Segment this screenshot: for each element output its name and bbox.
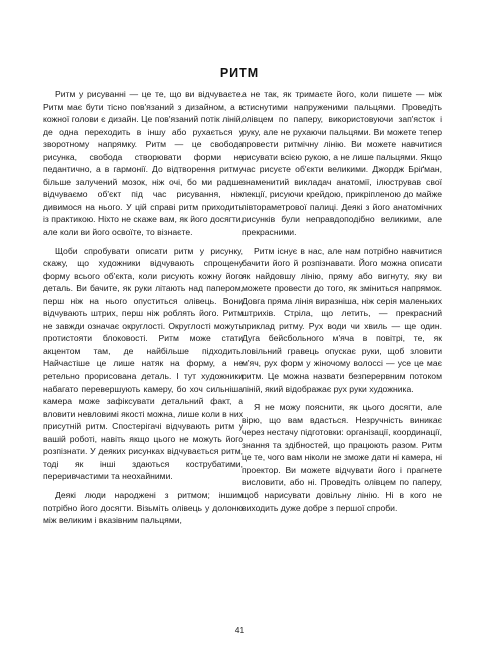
left-paragraph-3: Деякі люди народжені з ритмом; іншим потрібно його досягти. Візьміть олівець у долоню між великим і вказівним пальцями, (43, 489, 243, 526)
left-paragraph-2: Щоби спробувати описати ритм у рисунку, скажу, що художники відчувають спрощену форму всього об'єкта, коли рисують кожну його деталь. Ви бачите, як руки літають над папером, перш ніж на нього опуститься олівець. Вони відчувають штрих, перш ніж роблять його. Ритм не завжди означає округлості. Округлості можуть протистояти блоковості. Ритм може стати акцентом там, де найбільше підходить. Найчастіше це лише натяк на форму, а не ретельно прорисована деталь. І тут художники набагато перевершують камеру, бо хоч сильніша камера може зафіксувати детальний факт, а вловити невловимі якості можна, лише коли в них присутній ритм. Спостерігачі відчувають ритм у вашій роботі, навіть якщо цього не можуть його розпізнати. У деяких рисунках відчувається ритм, тоді як інші здаються кострубатими, переривчастими та неохайними. (43, 245, 243, 482)
right-column (242, 88, 442, 514)
left-column (43, 88, 243, 527)
left-paragraph-1: Ритм у рисуванні — це те, що ви відчуваєте. Ритм має бути тісно пов'язаний з дизайном, а в кожної голови є дизайн. Це пов'язаний потік ліній, де одна переходить в іншу або рухається у зворотному напрямку. Ритм — це свобода рисунка, свобода створювати форми не педантично, а в гармонії. До відтворення ритму більше залучений мозок, ніж очі, бо ми радше відчуваємо об'єкт під час рисування, ніж дивимося на нього. У цій справі ритм приходить із практикою. Ніхто не скаже вам, як його досягти, але коли ви його освоїте, то візнаєте. (43, 89, 243, 238)
right-paragraph-1: а не так, як тримаєте його, коли пишете — між стиснутими напруженими пальцями. Проведіть олівцем по паперу, використовуючи зап'ясток і руку, але не рухаючи пальцями. Ви можете тепер провести ритмічну лінію. Ви можете навчитися рисувати всією рукою, а не лише пальцями. Якщо час рисуєте об'єкти великими. Джордж Бріґман, знаменитий викладач анатомії, ілюстрував свої лекції, рисуючи крейдою, прикріпленою до майже півтораметрової палиці. Деякі з його анатомічних рисунків були неправдоподібно великими, але прекрасними. (242, 89, 442, 238)
right-paragraph-2: Ритм існує в нас, але нам потрібно навчитися бачити його й розпізнавати. Його можна описати як найдовшу лінію, пряму або вигнуту, яку ви можете провести до того, як зміниться напрямок. Довга пряма лінія виразніша, ніж серія маленьких штрихів. Стріла, що летить, — прекрасний приклад ритму. Рух води чи хвиль — ще один. Дуга бейсбольного м'яча в повітрі, те, як повільний гравець опускає руки, щоб зловити м'яч, рух форм у жіночому волоссі — усе це має ритм. Це можна назвати безперервним потоком ліній, який відображає рух руки художника. (242, 245, 442, 394)
right-paragraph-3: Я не можу пояснити, як цього досягти, але вірю, що вам вдасться. Незручність виникає через нестачу підготовки: організації, координації, знання та здібностей, що працюють разом. Ритм це те, чого вам ніколи не зможе дати ні камера, ні проектор. Ви можете відчувати його і прагнете висловити, або ні. Проведіть олівцем по паперу, щоб нарисувати довільну лінію. Ні в кого не виходить дуже добре з першої спроби. (242, 402, 442, 513)
page-title: РИТМ (219, 66, 260, 80)
page-number: 41 (234, 625, 245, 635)
